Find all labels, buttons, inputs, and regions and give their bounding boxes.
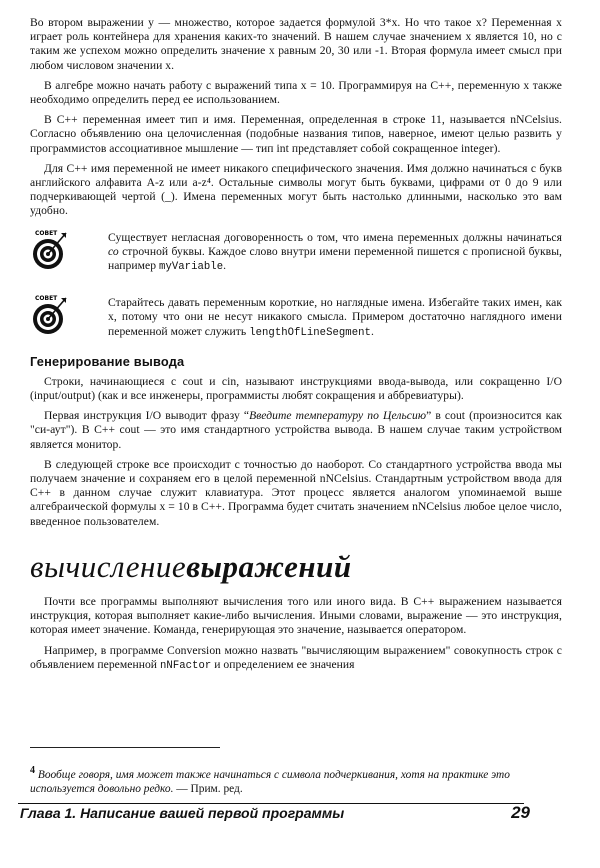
target-tip-icon: [30, 292, 70, 336]
code-myvariable: myVariable: [159, 261, 224, 274]
target-tip-icon: [30, 227, 70, 271]
page-number: 29: [511, 803, 530, 822]
tip-text-1: Существует негласная договоренность о том, что имена переменных должны начинаться со строчной буквы. Каждое слово внутри имени переменной пишется с прописной буквы, например myVariable.: [108, 230, 562, 274]
tip-box-1: [30, 231, 562, 275]
paragraph-1: Во втором выражении у — множество, которое задается формулой 3*x. Но что такое х? Переменная x играет роль контейнера для хранения каких-то значений. В нашем случае значением x является 10, но с таким же успехом можно определить значение x равным 20, 30 или -1. Вторая формула имеет смысл при любом числовом значении x.: [30, 16, 562, 72]
main-column: [30, 16, 562, 673]
footnote: 4 Вообще говоря, имя может также начинаться с символа подчеркивания, хотя на практике это используется довольно редко. — Прим. ред.: [30, 765, 510, 796]
page-footer: [20, 805, 530, 827]
section-heading-output: Генерирование вывода: [30, 353, 185, 369]
code-lengthoflinesegment: lengthOfLineSegment: [249, 326, 371, 339]
output-paragraph-1: Строки, начинающиеся с cout и cin, называют инструкциями ввода-вывода, или сокращенно I/O (input/output) (как и все инженеры, программисты любят сокращения и аббревиатуры).: [30, 374, 562, 403]
code-nnfactor: nNFactor: [160, 659, 212, 672]
tip-icon-label: СОВЕТ: [35, 295, 58, 303]
output-paragraph-3: В следующей строке все происходит с точностью до наоборот. Со стандартного устройства ввода мы получаем значение и сохраняем его в целой переменной nNCelsius. Стандартным устройством ввода для C++ в данном случае служит клавиатура. Этот процесс является аналогом упоминаемой выше алгебраической формулы x = 10 в C++. Программа будет считать значением nNCelsius любое целое число, введенное пользователем.: [30, 457, 562, 528]
tip-text-2: Старайтесь давать переменным короткие, но наглядные имена. Избегайте таких имен, как x, потому что они не несут никакого смысла. Примером достаточно наглядного имени переменной может служить lengthOfLineSegment.: [108, 296, 562, 339]
footer-divider: [18, 803, 524, 804]
paragraph-2: В алгебре можно начать работу с выражений типа x = 10. Программируя на C++, переменную x также необходимо определить перед ее использованием.: [30, 78, 562, 107]
expr-paragraph-2: Например, в программе Conversion можно назвать "вычисляющим выражением" совокупность строк с объявлением переменной nNFactor и определением ее значения: [30, 643, 562, 672]
tip-icon-label: СОВЕТ: [35, 229, 58, 237]
chapter-title: Глава 1. Написание вашей первой программы: [20, 805, 345, 821]
output-paragraph-2: Первая инструкция I/O выводит фразу “Введите температуру по Цельсию” в cout (произносится как "си-аут"). В C++ cout — это имя стандартного устройства вывода. В нашем случае таким устройством является монитор.: [30, 409, 563, 451]
tip-box-2: [30, 296, 562, 340]
paragraph-4: Для C++ имя переменной не имеет никакого специфического значения. Имя должно начинаться с букв английского алфавита A-z или a-z⁴. Остальные символы могут быть буквами, цифрами от 0 до 9 или подчеркивающей чертой (_). Имена переменных могут быть настолько длинными, насколько это вам удобно.: [30, 161, 562, 218]
section-heading-expressions: вычислениевыражений: [30, 548, 352, 584]
expr-paragraph-1: Почти все программы выполняют вычисления того или иного вида. В C++ выражением называется инструкция, которая выполняет какие-либо вычисления. Иными словами, выражение — это инструкция, которая имеет значение. Команда, генерирующая это значение, называется оператором.: [30, 594, 562, 637]
footnote-divider: [30, 747, 220, 748]
paragraph-3: В C++ переменная имеет тип и имя. Переменная, определенная в строке 11, называется nNCelsius. Согласно объявлению она целочисленная (подобные названия типов, наверное, имеют целью развить у программистов ассоциативное мышление — тип int представляет собой сокращенное integer).: [30, 113, 562, 155]
